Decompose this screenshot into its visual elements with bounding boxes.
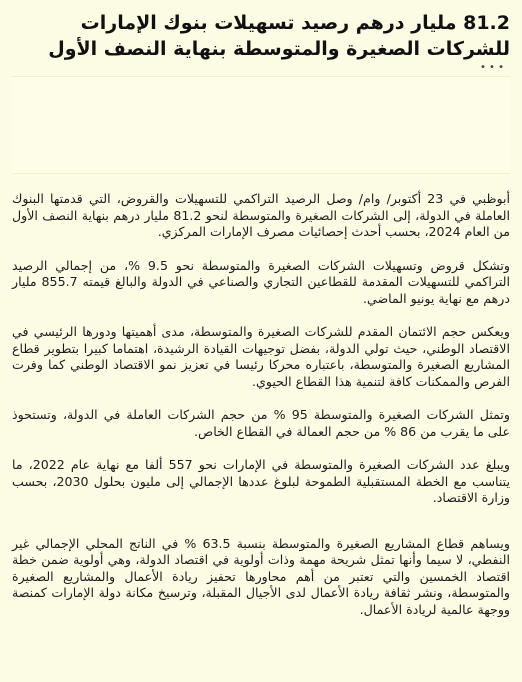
article-body (12, 191, 510, 618)
article-paragraph-4: وتمثل الشركات الصغيرة والمتوسطة 95 % من حجم الشركات العاملة في الدولة، وتستحوذ على ما يقرب من 86 % من حجم العمالة في القطاع الخاص. (12, 407, 510, 439)
article-paragraph-2: وتشكل قروض وتسهيلات الشركات الصغيرة والمتوسطة نحو 9.5 %، من إجمالي الرصيد التراكمي للتسهيلات المقدمة للقطاعين التجاري والصناعي في الدولة والبالغ قيمته 855.7 مليار درهم مع نهاية يونيو الماضي. (12, 257, 510, 306)
article-paragraph-3: ويعكس حجم الائتمان المقدم للشركات الصغيرة والمتوسطة، مدى أهميتها ودورها الرئيسي في الاقتصاد الوطني، حيث تولي الدولة، بفضل توجيهات القيادة الرشيدة، اهتماما كبيرا بتطوير قطاع المشاريع الصغيرة والمتوسطة، باعتباره محركا رئيسا في تعزيز نمو الاقتصاد الوطني كما وفرت الفرص والممكنات كافة لتنمية هذا القطاع الحيوي. (12, 324, 510, 389)
article-meta-marker: • • • (479, 62, 504, 73)
article-paragraph-5: ويبلغ عدد الشركات الصغيرة والمتوسطة في الإمارات نحو 557 ألفا مع نهاية عام 2022، ما يتناسب مع الخطة المستقبلية الطموحة لبلوغ عددها الإجمالي إلى مليون بحلول 2030، بحسب وزارة الاقتصاد. (12, 457, 511, 505)
article-paragraph-6: ويساهم قطاع المشاريع الصغيرة والمتوسطة بنسبة 63.5 % في الناتج المحلي الإجمالي غير النفطي، لا سيما وأنها تمثل شريحة مهمة وذات أولوية في اقتصاد الدولة، وهي أولوية ضمن خطة اقتصاد الخمسين والتي تعتبر من أهم محاورها تحفيز ريادة الأعمال والمشاريع الصغيرة والمتوسطة، ونشر ثقافة ريادة الأعمال لدى الأجيال المقبلة، وترسيخ مكانة دولة الإمارات كمنصة ووجهة عالمية لريادة الأعمال. (12, 535, 510, 617)
article-title: 81.2 مليار درهم رصيد تسهيلات بنوك الإمارات للشركات الصغيرة والمتوسطة بنهاية النصف الأول (48, 12, 510, 60)
article-paragraph-1: أبوظبي في 23 أكتوبر/ وام/ وصل الرصيد التراكمي للتسهيلات والقروض، التي قدمتها البنوك العاملة في الدولة، إلى الشركات الصغيرة والمتوسطة لنحو 81.2 مليار درهم بنهاية النصف الأول من العام 2024، بحسب أحدث إحصائيات مصرف الإمارات المركزي. (12, 191, 510, 239)
article-media-placeholder (12, 76, 510, 174)
